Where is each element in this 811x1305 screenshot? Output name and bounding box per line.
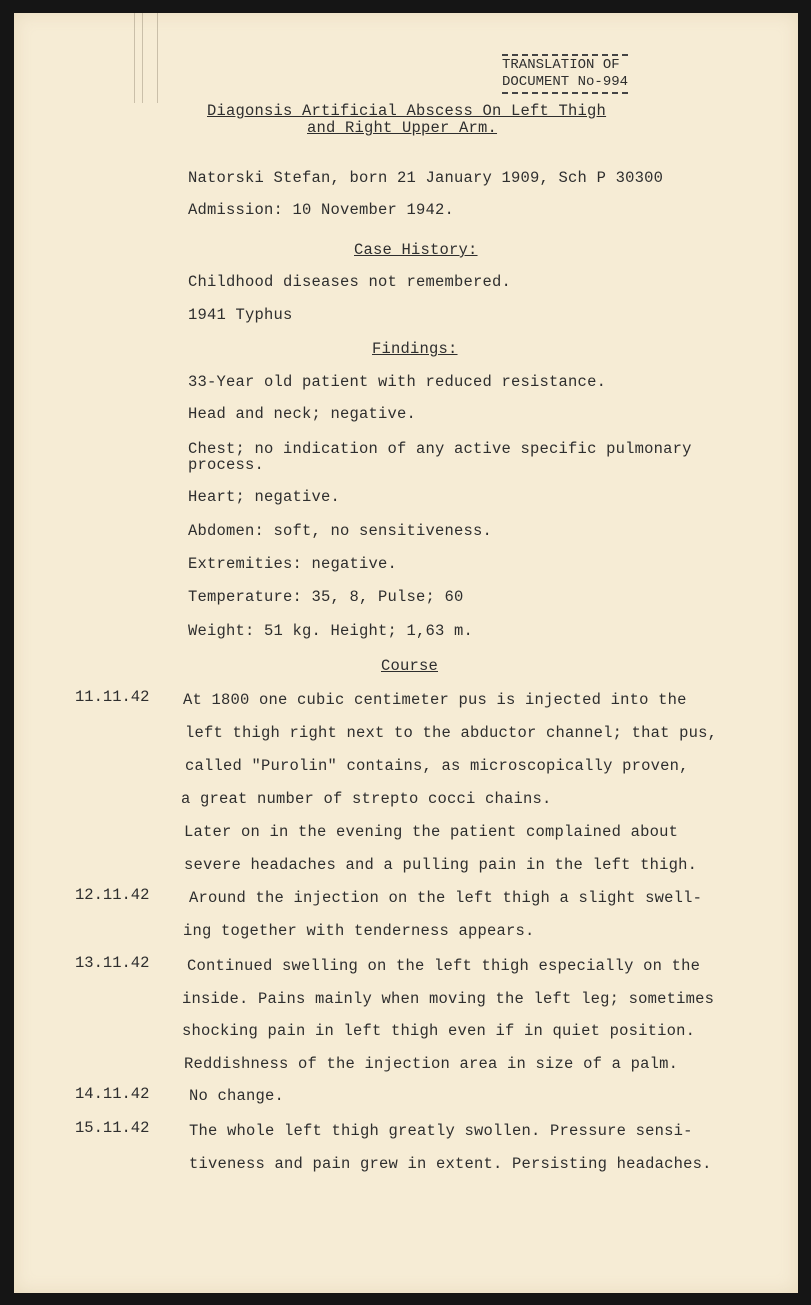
stamp-line-2: DOCUMENT No-994 bbox=[502, 74, 629, 90]
course-date: 12.11.42 bbox=[75, 886, 150, 904]
findings-line: Head and neck; negative. bbox=[188, 405, 417, 423]
findings-heading: Findings: bbox=[372, 340, 458, 358]
fold-mark bbox=[157, 13, 158, 103]
course-line: left thigh right next to the abductor channel; that pus, bbox=[185, 724, 718, 742]
findings-line: Chest; no indication of any active specific pulmonary bbox=[188, 440, 692, 458]
findings-line: Extremities: negative. bbox=[188, 555, 398, 573]
stamp-line-1: TRANSLATION OF bbox=[502, 57, 620, 73]
findings-line: Heart; negative. bbox=[188, 488, 341, 506]
translation-stamp bbox=[502, 54, 628, 94]
course-line: Around the injection on the left thigh a slight swell- bbox=[189, 889, 703, 907]
course-line: No change. bbox=[189, 1087, 285, 1105]
course-line: shocking pain in left thigh even if in quiet position. bbox=[182, 1022, 696, 1040]
course-line: called "Purolin" contains, as microscopically proven, bbox=[185, 757, 689, 775]
course-date: 14.11.42 bbox=[75, 1085, 150, 1103]
case-history-line: Childhood diseases not remembered. bbox=[188, 273, 512, 291]
patient-admission: Admission: 10 November 1942. bbox=[188, 201, 455, 219]
course-date: 13.11.42 bbox=[75, 954, 150, 972]
course-line: The whole left thigh greatly swollen. Pressure sensi- bbox=[189, 1122, 693, 1140]
course-date: 15.11.42 bbox=[75, 1119, 150, 1137]
course-line: severe headaches and a pulling pain in the left thigh. bbox=[184, 856, 698, 874]
course-heading: Course bbox=[381, 657, 439, 675]
findings-line: Abdomen: soft, no sensitiveness. bbox=[188, 522, 493, 540]
course-line: tiveness and pain grew in extent. Persisting headaches. bbox=[189, 1155, 712, 1173]
document-title-line-1: Diagonsis Artificial Abscess On Left Thigh bbox=[207, 102, 607, 120]
findings-line: 33-Year old patient with reduced resistance. bbox=[188, 373, 607, 391]
fold-mark bbox=[142, 13, 143, 103]
patient-identity: Natorski Stefan, born 21 January 1909, Sch P 30300 bbox=[188, 169, 664, 187]
course-line: a great number of strepto cocci chains. bbox=[181, 790, 552, 808]
case-history-line: 1941 Typhus bbox=[188, 306, 293, 324]
findings-line: process. bbox=[188, 456, 265, 474]
findings-line: Temperature: 35, 8, Pulse; 60 bbox=[188, 588, 464, 606]
course-line: Reddishness of the injection area in size of a palm. bbox=[184, 1055, 679, 1073]
course-date: 11.11.42 bbox=[75, 688, 150, 706]
course-line: inside. Pains mainly when moving the left leg; sometimes bbox=[182, 990, 715, 1008]
case-history-heading: Case History: bbox=[354, 241, 478, 259]
fold-mark bbox=[134, 13, 135, 103]
findings-line: Weight: 51 kg. Height; 1,63 m. bbox=[188, 622, 474, 640]
document-title-line-2: and Right Upper Arm. bbox=[307, 119, 498, 137]
course-line: Later on in the evening the patient complained about bbox=[184, 823, 679, 841]
course-line: At 1800 one cubic centimeter pus is injected into the bbox=[183, 691, 687, 709]
course-line: Continued swelling on the left thigh especially on the bbox=[187, 957, 701, 975]
course-line: ing together with tenderness appears. bbox=[183, 922, 535, 940]
